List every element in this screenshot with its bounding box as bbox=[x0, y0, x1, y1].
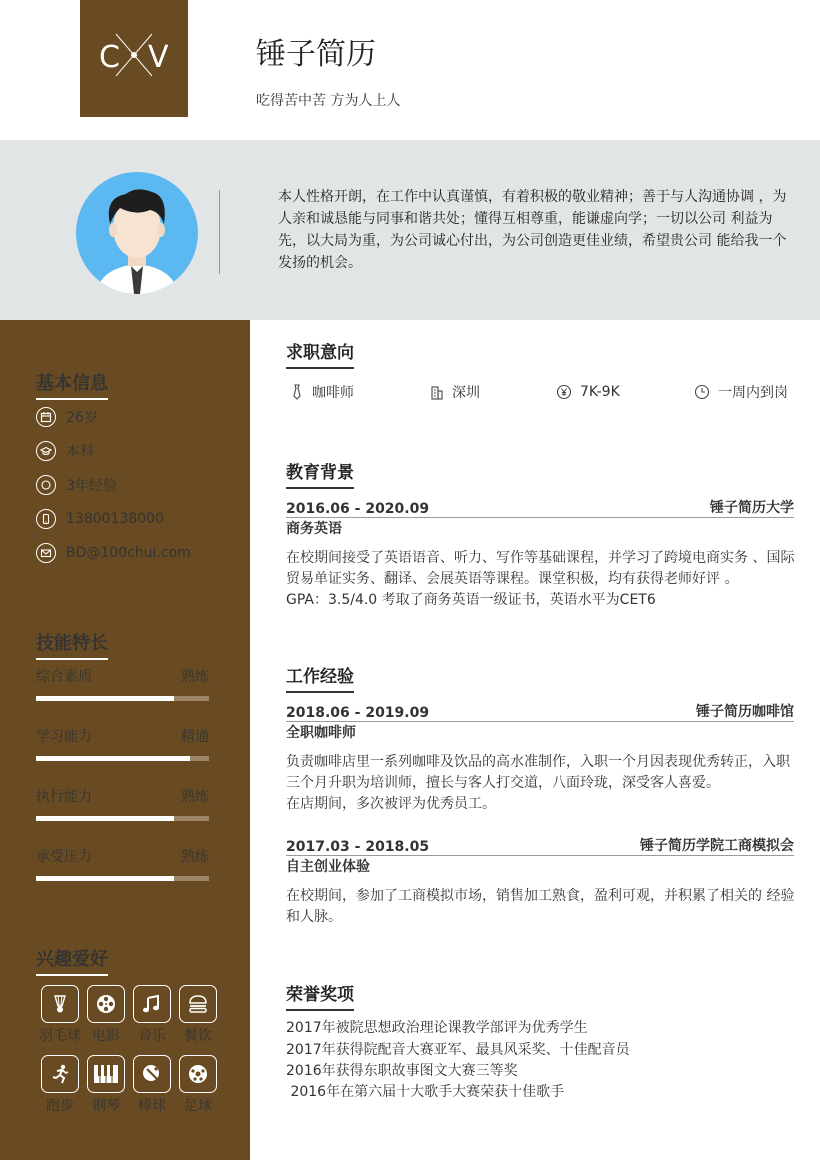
skill-name: 执行能力 bbox=[36, 789, 92, 805]
clock-icon bbox=[694, 384, 710, 400]
work-company: 锤子简历学院工商模拟会 bbox=[640, 838, 794, 854]
intent-position bbox=[290, 382, 354, 402]
skill-level: 熟练 bbox=[181, 669, 209, 685]
email-icon bbox=[36, 543, 56, 563]
hobby-item bbox=[86, 1055, 126, 1115]
hobby-label: 钢琴 bbox=[92, 1098, 120, 1114]
honors-title: 荣誉奖项 bbox=[286, 984, 354, 1011]
education-school: 锤子简历大学 bbox=[710, 500, 794, 516]
band-divider bbox=[219, 190, 220, 274]
job-tie-icon bbox=[290, 384, 304, 400]
skill-item bbox=[36, 668, 209, 701]
work-title: 工作经验 bbox=[286, 666, 354, 693]
hobby-label: 跑步 bbox=[46, 1098, 74, 1114]
skill-bar bbox=[36, 816, 209, 821]
info-experience-text: 3年经验 bbox=[66, 478, 117, 494]
skill-bar bbox=[36, 756, 209, 761]
baseball-icon bbox=[133, 1055, 171, 1093]
info-email-text: BD@100chui.com bbox=[66, 545, 191, 561]
work-desc-line: 在店期间，多次被评为优秀员工。 bbox=[286, 796, 496, 812]
info-experience bbox=[36, 475, 117, 495]
skill-name: 承受压力 bbox=[36, 849, 92, 865]
skill-bar bbox=[36, 696, 209, 701]
intent-availability-text: 一周内到岗 bbox=[718, 385, 788, 401]
work-period: 2017.03 - 2018.05 bbox=[286, 839, 430, 855]
info-phone bbox=[36, 509, 164, 529]
honor-item: 2017年被院思想政治理论课教学部评为优秀学生 bbox=[286, 1020, 588, 1036]
intent-salary bbox=[556, 382, 620, 402]
info-degree-text: 本科 bbox=[66, 444, 94, 460]
phone-icon bbox=[36, 509, 56, 529]
intent-availability bbox=[694, 382, 788, 402]
burger-icon bbox=[179, 985, 217, 1023]
education-period: 2016.06 - 2020.09 bbox=[286, 501, 430, 517]
skill-bar-fill bbox=[36, 816, 174, 821]
hobby-label: 音乐 bbox=[138, 1028, 166, 1044]
skill-name: 学习能力 bbox=[36, 729, 92, 745]
avatar bbox=[76, 172, 198, 294]
graduation-cap-icon bbox=[36, 441, 56, 461]
hobby-label: 餐饮 bbox=[184, 1028, 212, 1044]
work-company: 锤子简历咖啡馆 bbox=[696, 704, 794, 720]
work-desc-line: 在校期间，参加了工商模拟市场，销售加工熟食，盈利可观，并积累了相关的 经验和人脉。 bbox=[286, 888, 795, 925]
intent-title: 求职意向 bbox=[286, 342, 354, 369]
hobby-label: 棒球 bbox=[138, 1098, 166, 1114]
resume-name: 锤子简历 bbox=[256, 37, 376, 72]
resume-motto: 吃得苦中苦 方为人上人 bbox=[256, 93, 401, 109]
intent-city bbox=[430, 382, 480, 402]
intent-position-text: 咖啡师 bbox=[312, 385, 354, 401]
hobby-item bbox=[132, 1055, 172, 1115]
skill-bar-fill bbox=[36, 756, 190, 761]
work-entry-header bbox=[286, 702, 794, 722]
logo-letter-c: C bbox=[99, 40, 120, 75]
education-entry-header bbox=[286, 498, 794, 518]
work-desc-line: 负责咖啡店里一系列咖啡及饮品的高水准制作，入职一个月因表现优秀转正，入职三个月升职为培训师，擅长与客人打交道，八面玲珑，深受客人喜爱。 bbox=[286, 754, 790, 791]
work-position: 全职咖啡师 bbox=[286, 725, 356, 741]
work-description bbox=[286, 886, 796, 928]
intent-salary-text: 7K-9K bbox=[580, 384, 620, 400]
info-email bbox=[36, 543, 191, 563]
basic-info-title: 基本信息 bbox=[36, 372, 108, 400]
hobby-label: 足球 bbox=[184, 1098, 212, 1114]
work-position: 自主创业体验 bbox=[286, 859, 370, 875]
experience-icon bbox=[36, 475, 56, 495]
skill-item bbox=[36, 848, 209, 881]
salary-yen-icon bbox=[556, 384, 572, 400]
skill-item bbox=[36, 728, 209, 761]
education-desc-line: GPA：3.5/4.0 考取了商务英语一级证书，英语水平为CET6 bbox=[286, 592, 656, 608]
skill-level: 熟练 bbox=[181, 849, 209, 865]
hobby-item bbox=[178, 1055, 218, 1115]
skill-bar bbox=[36, 876, 209, 881]
skills-title: 技能特长 bbox=[36, 632, 108, 660]
running-icon bbox=[41, 1055, 79, 1093]
hobby-item bbox=[86, 985, 126, 1045]
logo-letter-v: V bbox=[148, 40, 169, 75]
cv-logo bbox=[80, 0, 188, 117]
skill-name: 综合素质 bbox=[36, 669, 92, 685]
education-major: 商务英语 bbox=[286, 521, 342, 537]
self-introduction: 本人性格开朗，在工作中认真谨慎，有着积极的敬业精神；善于与人沟通协调 ，为人亲和诚恳能与同事和谐共处；懂得互相尊重，能谦虚向学；一切以公司 利益为先，以大局为重，为公司诚心付出，为公司创造更佳业绩，希望贵公司 能给我一个发扬的机会。 bbox=[278, 189, 787, 271]
piano-icon bbox=[87, 1055, 125, 1093]
hobby-label: 羽毛球 bbox=[39, 1028, 81, 1044]
work-description bbox=[286, 752, 796, 815]
hobby-item bbox=[132, 985, 172, 1045]
hobbies-title: 兴趣爱好 bbox=[36, 948, 108, 976]
education-title: 教育背景 bbox=[286, 462, 354, 489]
honor-item: 2016年获得东职故事图文大赛三等奖 bbox=[286, 1063, 518, 1079]
hobby-item bbox=[40, 1055, 80, 1115]
info-age-text: 26岁 bbox=[66, 410, 98, 426]
football-icon bbox=[179, 1055, 217, 1093]
work-period: 2018.06 - 2019.09 bbox=[286, 705, 430, 721]
honor-item: 2016年在第六届十大歌手大赛荣获十佳歌手 bbox=[286, 1084, 565, 1100]
honor-item: 2017年获得院配音大赛亚军、最具风采奖、十佳配音员 bbox=[286, 1042, 630, 1058]
badminton-icon bbox=[41, 985, 79, 1023]
intent-city-text: 深圳 bbox=[452, 385, 480, 401]
education-description bbox=[286, 548, 796, 611]
info-age bbox=[36, 407, 98, 427]
education-desc-line: 在校期间接受了英语语音、听力、写作等基础课程，并学习了跨境电商实务 、国际贸易单证实务、翻译、会展英语等课程。课堂积极，均有获得老师好评 。 bbox=[286, 550, 795, 587]
hobby-label: 电影 bbox=[92, 1028, 120, 1044]
skill-bar-fill bbox=[36, 876, 174, 881]
skill-bar-fill bbox=[36, 696, 174, 701]
work-entry-header bbox=[286, 836, 794, 856]
city-building-icon bbox=[430, 384, 444, 400]
skill-level: 精通 bbox=[181, 729, 209, 745]
info-phone-text: 13800138000 bbox=[66, 511, 164, 527]
hobby-item bbox=[40, 985, 80, 1045]
calendar-icon bbox=[36, 407, 56, 427]
info-degree bbox=[36, 441, 94, 461]
hobby-item bbox=[178, 985, 218, 1045]
skill-item bbox=[36, 788, 209, 821]
film-reel-icon bbox=[87, 985, 125, 1023]
music-note-icon bbox=[133, 985, 171, 1023]
skill-level: 熟练 bbox=[181, 789, 209, 805]
